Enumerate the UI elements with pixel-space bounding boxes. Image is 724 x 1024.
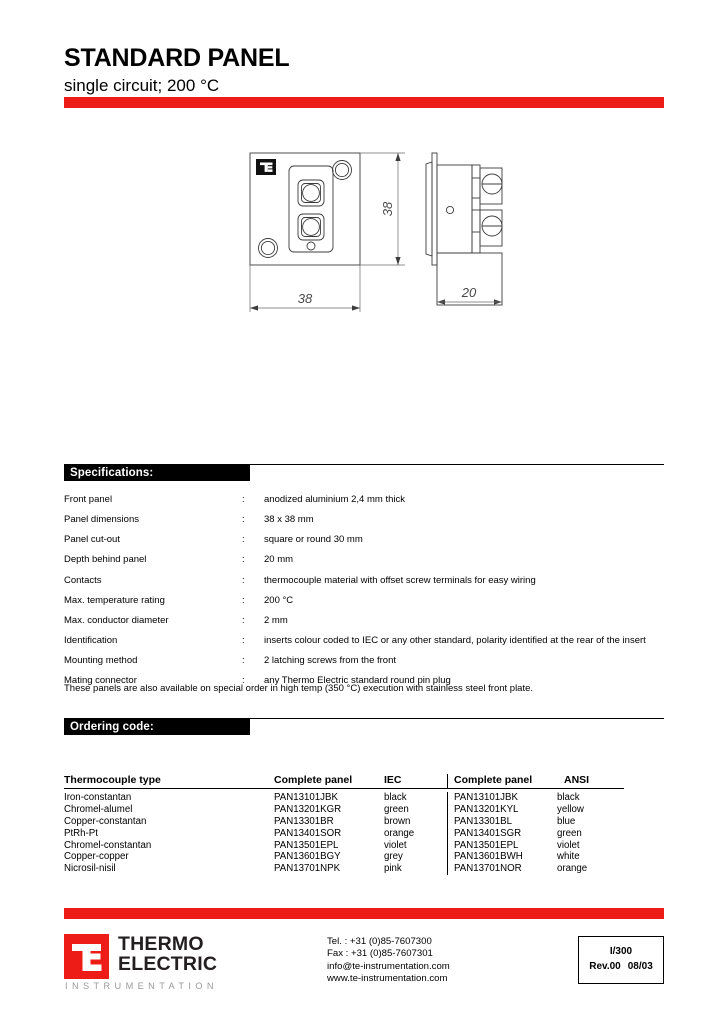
cell-panel-ansi: PAN13401SGR [447, 828, 557, 840]
spec-value: 2 latching screws from the front [264, 655, 396, 666]
spec-colon: : [242, 534, 245, 546]
spec-key: Mating connector [64, 675, 137, 687]
cell-ansi-colour: violet [557, 839, 580, 851]
footer-accent-bar [64, 908, 664, 919]
spec-row [64, 615, 664, 628]
cell-ansi-colour: black [557, 792, 580, 803]
spec-key: Front panel [64, 494, 113, 505]
document-revision-line [579, 961, 663, 972]
cell-spacer [439, 863, 447, 875]
drawing-svg [230, 140, 560, 330]
table-row [64, 840, 664, 852]
spec-key: Identification [64, 634, 118, 646]
cell-panel-ansi: PAN13201KYL [447, 804, 557, 816]
spec-value: thermocouple material with offset screw terminals for easy wiring [264, 574, 536, 586]
cell-iec-colour: orange [384, 827, 415, 839]
spec-key: Panel dimensions [64, 514, 139, 526]
contact-tel: Tel. : +31 (0)85-7607300 [327, 936, 432, 947]
column-header-spacer [439, 774, 447, 789]
cell-ansi-colour: blue [557, 815, 576, 827]
table-row [64, 863, 664, 875]
cell-spacer [439, 816, 447, 828]
spec-value: 200 °C [264, 594, 294, 606]
cell-type: PtRh-Pt [64, 827, 98, 839]
insert-outline [289, 166, 333, 252]
spec-key: Depth behind panel [64, 554, 147, 566]
cell-panel-iec: PAN13301BR [274, 815, 334, 827]
spec-value: inserts colour coded to IEC or any other standard, polarity identified at the rear of the insert [264, 634, 646, 646]
locating-hole [307, 242, 315, 250]
ordering-heading: Ordering code: [64, 719, 250, 735]
logo-tagline: INSTRUMENTATION [65, 981, 218, 991]
column-header-iec: IEC [384, 774, 439, 789]
spec-colon: : [242, 554, 245, 566]
te-logo-badge-drawing [256, 159, 276, 175]
document-code: I/300 [609, 946, 633, 957]
cell-type: Chromel-constantan [64, 839, 152, 851]
socket-lower [298, 214, 324, 240]
ordering-section-header [64, 718, 664, 735]
document-date: 08/03 [627, 961, 653, 972]
logo-line-2: ELECTRIC [118, 953, 218, 975]
table-row [64, 804, 664, 816]
cell-spacer [439, 840, 447, 852]
spec-colon: : [242, 655, 245, 666]
table-row [64, 828, 664, 840]
spec-colon: : [242, 594, 245, 606]
cell-spacer [439, 851, 447, 863]
logo-line-1: THERMO [118, 933, 204, 955]
spec-colon: : [242, 614, 245, 626]
column-header-panel-ansi: Complete panel [447, 774, 564, 789]
spec-row [64, 595, 664, 608]
spec-value: square or round 30 mm [264, 534, 363, 546]
te-monogram-icon [64, 934, 109, 983]
spec-key: Max. conductor diameter [64, 614, 169, 626]
table-body [64, 792, 664, 875]
page-title: STANDARD PANEL [64, 44, 290, 72]
spec-key: Max. temperature rating [64, 594, 165, 606]
cell-panel-iec: PAN13501EPL [274, 839, 339, 851]
specifications-list [64, 494, 664, 695]
ordering-table [64, 774, 664, 875]
cell-panel-ansi: PAN13101JBK [447, 792, 557, 804]
cell-iec-colour: brown [384, 815, 411, 827]
cell-panel-iec: PAN13601BGY [274, 851, 341, 863]
contact-web[interactable]: www.te-instrumentation.com [327, 973, 448, 985]
spec-value: anodized aluminium 2,4 mm thick [264, 494, 405, 505]
cell-ansi-colour: orange [557, 863, 588, 875]
spec-value: 38 x 38 mm [264, 514, 314, 526]
spec-colon: : [242, 514, 245, 526]
side-view [426, 153, 502, 305]
table-row [64, 816, 664, 828]
spec-row [64, 514, 664, 527]
spec-value: any Thermo Electric standard round pin plug [264, 675, 451, 687]
spec-colon: : [242, 675, 245, 687]
cell-iec-colour: black [384, 792, 407, 803]
cell-iec-colour: pink [384, 863, 402, 875]
socket-upper [298, 180, 324, 206]
cell-type: Copper-constantan [64, 815, 147, 827]
column-header-panel-iec: Complete panel [274, 774, 384, 789]
logo-wordmark [118, 934, 217, 974]
contact-email[interactable]: info@te-instrumentation.com [327, 960, 450, 972]
spec-key: Contacts [64, 574, 102, 586]
specifications-heading: Specifications: [64, 465, 250, 481]
document-revision: Rev.00 [589, 961, 621, 972]
spec-row [64, 635, 664, 648]
cell-spacer [439, 804, 447, 816]
technical-drawing [230, 140, 560, 330]
spec-row [64, 494, 664, 507]
contact-block [327, 936, 450, 986]
cell-iec-colour: green [384, 803, 409, 815]
spec-row [64, 534, 664, 547]
table-header-row [64, 774, 664, 789]
cell-ansi-colour: green [557, 827, 582, 839]
spec-colon: : [242, 574, 245, 586]
cell-type: Copper-copper [64, 851, 129, 863]
cell-type: Chromel-alumel [64, 803, 133, 815]
mounting-hole-top-right [333, 161, 352, 180]
dimension-height-label: 38 [380, 201, 395, 217]
cell-panel-iec: PAN13401SOR [274, 827, 342, 839]
cell-spacer [439, 828, 447, 840]
contact-fax: Fax : +31 (0)85-7607301 [327, 948, 433, 960]
dimension-width-label: 38 [297, 291, 313, 306]
cell-ansi-colour: yellow [557, 803, 584, 815]
cell-panel-ansi: PAN13301BL [447, 816, 557, 828]
cell-type: Nicrosil-nisil [64, 863, 116, 875]
company-logo [64, 932, 254, 994]
cell-panel-ansi: PAN13601BWH [447, 851, 557, 863]
spec-row [64, 575, 664, 588]
spec-key: Panel cut-out [64, 534, 120, 546]
cell-iec-colour: violet [384, 839, 407, 851]
page-subtitle: single circuit; 200 °C [64, 76, 220, 95]
cell-panel-iec: PAN13101JBK [274, 792, 338, 803]
column-header-type: Thermocouple type [64, 774, 274, 789]
document-reference-box [578, 936, 664, 984]
dimension-depth-label: 20 [461, 285, 477, 300]
table-row [64, 851, 664, 863]
spec-colon: : [242, 494, 245, 505]
mounting-hole-bottom-left [259, 239, 278, 258]
cell-spacer [439, 792, 447, 804]
cell-type: Iron-constantan [64, 792, 132, 803]
spec-row [64, 554, 664, 567]
specifications-section-header [64, 464, 664, 481]
cell-iec-colour: grey [384, 851, 403, 863]
header-accent-bar [64, 97, 664, 108]
spec-value: 2 mm [264, 614, 288, 626]
cell-panel-ansi: PAN13701NOR [447, 863, 557, 875]
spec-colon: : [242, 634, 245, 646]
cell-panel-iec: PAN13201KGR [274, 803, 342, 815]
spec-value: 20 mm [264, 554, 294, 566]
cell-ansi-colour: white [557, 851, 580, 863]
specifications-note: These panels are also available on special order in high temp (350 °C) execution with stainless steel front plate. [64, 683, 534, 694]
spec-row [64, 655, 664, 668]
spec-key: Mounting method [64, 655, 138, 666]
cell-panel-iec: PAN13701NPK [274, 863, 341, 875]
table-row [64, 792, 664, 804]
cell-panel-ansi: PAN13501EPL [447, 840, 557, 852]
column-header-ansi: ANSI [564, 774, 624, 789]
